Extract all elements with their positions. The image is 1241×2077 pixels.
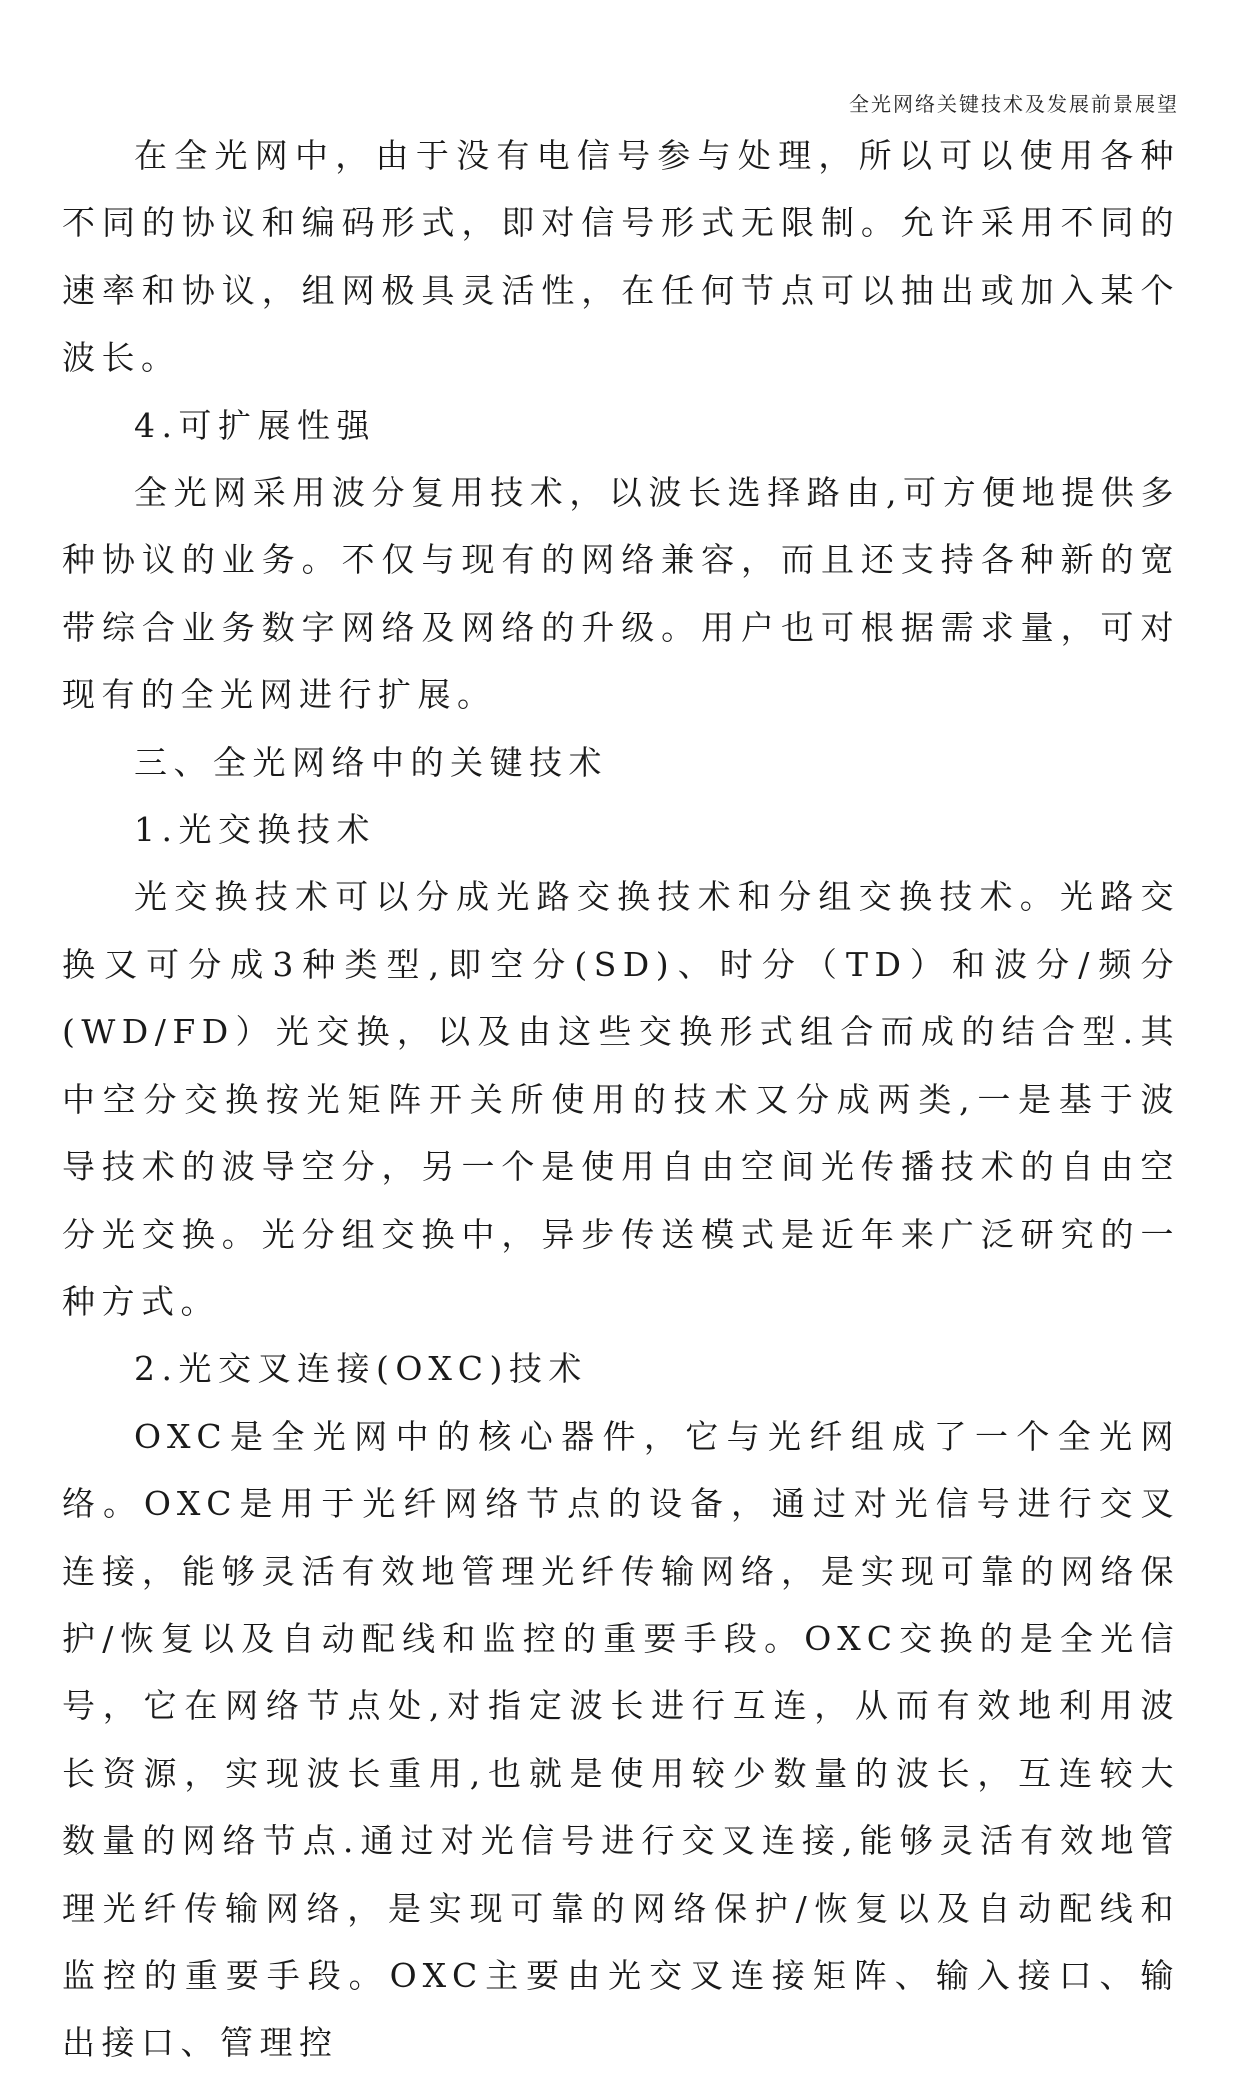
running-header: 全光网络关键技术及发展前景展望 xyxy=(849,92,1179,116)
heading-key-technologies: 三、全光网络中的关键技术 xyxy=(134,742,608,782)
heading-scalability: 4.可扩展性强 xyxy=(134,405,376,445)
paragraph-protocol-transparency: 在全光网中，由于没有电信号参与处理，所以可以使用各种不同的协议和编码形式，即对信号形式无限制。允许采用不同的速率和协议，组网极具灵活性，在任何节点可以抽出或加入某个波长。 xyxy=(62,136,1180,378)
paragraph-oxc: OXC是全光网中的核心器件，它与光纤组成了一个全光网络。OXC是用于光纤网络节点的设备，通过对光信号进行交叉连接，能够灵活有效地管理光纤传输网络，是实现可靠的网络保护/恢复以及自动配线和监控的重要手段。OXC交换的是全光信号，它在网络节点处,对指定波长进行互连，从而有效地利用波长资源，实现波长重用,也就是使用较少数量的波长，互连较大数量的网络节点.通过对光信号进行交叉连接,能够灵活有效地管理光纤传输网络，是实现可靠的网络保护/恢复以及自动配线和监控的重要手段。OXC主要由光交叉连接矩阵、输入接口、输出接口、管理控 xyxy=(62,1416,1180,2063)
paragraph-optical-switching: 光交换技术可以分成光路交换技术和分组交换技术。光路交换又可分成3种类型,即空分(SD)、时分（TD）和波分/频分(WD/FD）光交换，以及由这些交换形式组合而成的结合型.其中空分交换按光矩阵开关所使用的技术又分成两类,一是基于波导技术的波导空分，另一个是使用自由空间光传播技术的自由空分光交换。光分组交换中，异步传送模式是近年来广泛研究的一种方式。 xyxy=(62,877,1180,1321)
paragraph-scalability: 全光网采用波分复用技术，以波长选择路由,可方便地提供多种协议的业务。不仅与现有的网络兼容，而且还支持各种新的宽带综合业务数字网络及网络的升级。用户也可根据需求量，可对现有的全光网进行扩展。 xyxy=(62,473,1180,715)
heading-optical-switching: 1.光交换技术 xyxy=(134,810,376,850)
heading-oxc: 2.光交叉连接(OXC)技术 xyxy=(134,1349,588,1389)
document-body xyxy=(62,122,1180,2077)
